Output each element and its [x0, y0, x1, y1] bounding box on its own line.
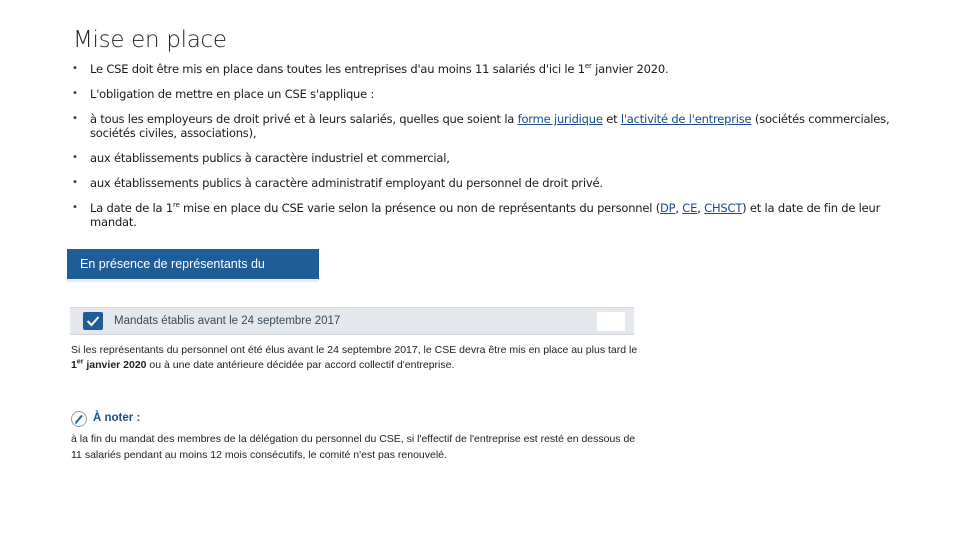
link-activite-entreprise[interactable]: l'activité de l'entreprise: [620, 112, 752, 126]
separator: ,: [675, 201, 683, 215]
paragraph-text: Si les représentants du personnel ont été élus avant le 24 septembre 2017, le CSE devra être mis en place au plus tard le: [71, 344, 638, 356]
bullet-text: ) et la date de fin de leur mandat.: [90, 201, 881, 229]
tab-underline: [67, 279, 319, 282]
note-text: à la fin du mandat des membres de la délégation du personnel du CSE, si l'effectif de l'entreprise est resté en dessous de 11 salariés pendant au moins 12 mois consécutifs, le comité n'est pas renouvelé.: [71, 433, 636, 461]
bullet-cse-deadline: [72, 62, 902, 76]
pencil-icon: [71, 411, 87, 427]
bullet-text: aux établissements publics à caractère industriel et commercial,: [90, 151, 450, 165]
paragraph-bold-date: [71, 359, 147, 371]
bullet-text: aux établissements publics à caractère administratif employant du personnel de droit privé.: [90, 176, 603, 190]
bullet-text: Le CSE doit être mis en place dans toutes les entreprises d'au moins 11 salariés d'ici le 1: [90, 62, 585, 76]
superscript: er: [584, 62, 592, 71]
bullet-text: à tous les employeurs de droit privé et à leurs salariés, quelles que soient la: [90, 112, 518, 126]
bullet-text: janvier 2020.: [591, 62, 669, 76]
superscript: er: [76, 358, 84, 366]
bold-text: 1: [71, 359, 77, 371]
bullet-obligation: [72, 87, 902, 101]
bullet-list: [72, 62, 902, 229]
mandat-label: Mandats établis avant le 24 septembre 2017: [114, 315, 341, 327]
note-title: À noter :: [93, 412, 141, 424]
bullet-epic: [72, 151, 902, 165]
bold-text: janvier 2020: [83, 359, 147, 371]
bullet-private-employers: [72, 112, 902, 140]
bullet-text: L'obligation de mettre en place un CSE s'applique :: [90, 87, 375, 101]
link-ce[interactable]: CE: [682, 201, 698, 215]
tab-representants-personnel[interactable]: En présence de représentants du personnel: [67, 249, 319, 279]
checkmark-icon: [86, 315, 100, 327]
mandat-toggle-area[interactable]: [597, 312, 625, 331]
separator: ,: [697, 201, 705, 215]
superscript: re: [172, 201, 180, 210]
mandat-paragraph: [71, 343, 641, 373]
link-chsct[interactable]: CHSCT: [704, 201, 743, 215]
bullet-text: mise en place du CSE varie selon la présence ou non de représentants du personnel (: [179, 201, 660, 215]
slide-title: Mise en place: [73, 27, 227, 53]
bullet-date-mise-en-place: [72, 201, 902, 229]
bullet-epa: [72, 176, 902, 190]
mandat-checkbox[interactable]: [83, 312, 103, 330]
bullet-text: La date de la 1: [90, 201, 173, 215]
bullet-text: et: [602, 112, 621, 126]
bullet-text: (sociétés commerciales, sociétés civiles, associations),: [90, 112, 890, 140]
mandat-accordion-header[interactable]: [70, 307, 634, 335]
paragraph-text: ou à une date antérieure décidée par accord collectif d'entreprise.: [146, 359, 455, 371]
link-forme-juridique[interactable]: forme juridique: [517, 112, 603, 126]
link-dp[interactable]: DP: [659, 201, 676, 215]
